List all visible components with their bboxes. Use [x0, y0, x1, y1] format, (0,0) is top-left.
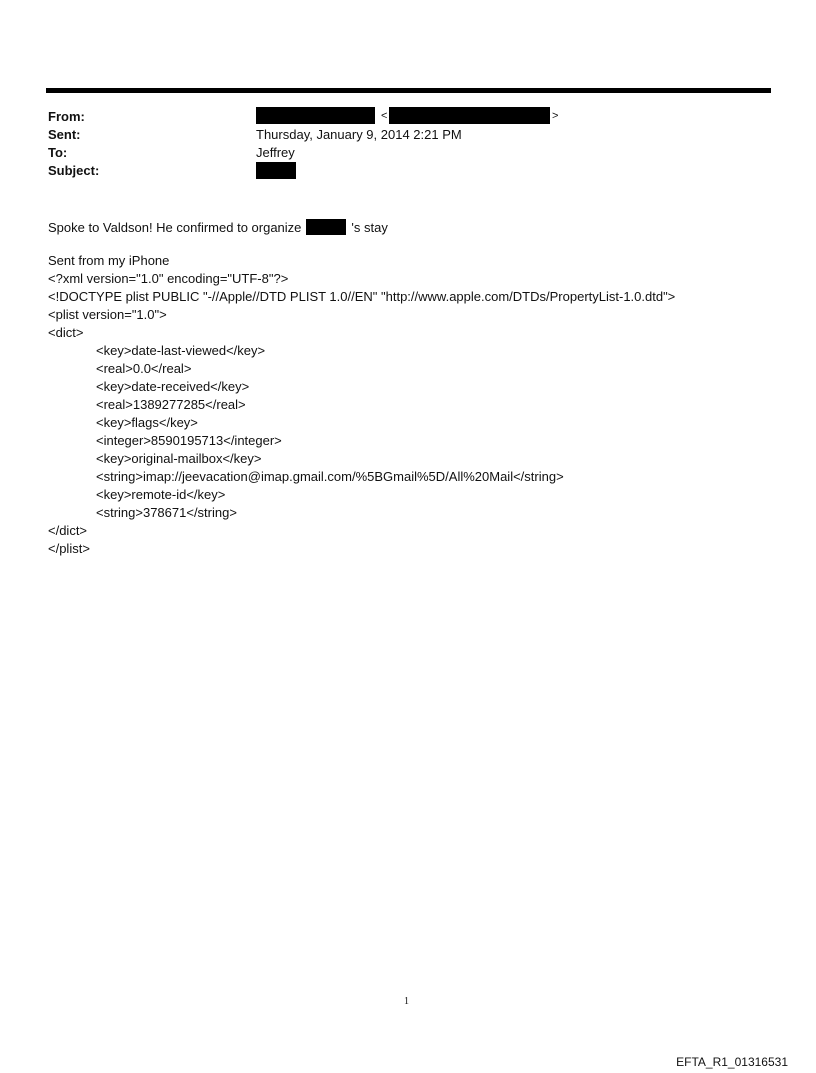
xml-line: <key>date-received</key>: [96, 379, 250, 394]
xml-line: <real>1389277285</real>: [96, 397, 246, 412]
message-text-after: 's stay: [351, 220, 388, 235]
message-text-before: Spoke to Valdson! He confirmed to organize: [48, 220, 302, 235]
to-value: Jeffrey: [256, 145, 295, 160]
subject-label: Subject:: [48, 163, 100, 178]
xml-line: <key>remote-id</key>: [96, 487, 226, 502]
xml-line: <!DOCTYPE plist PUBLIC "-//Apple//DTD PLIST 1.0//EN" "http://www.apple.com/DTDs/PropertyList-1.0.dtd">: [48, 289, 676, 304]
xml-line: <key>original-mailbox</key>: [96, 451, 262, 466]
xml-line: <key>date-last-viewed</key>: [96, 343, 266, 358]
redacted-subject: [256, 162, 296, 179]
signature: Sent from my iPhone: [48, 253, 170, 268]
message-line: [48, 216, 388, 237]
sent-label: Sent:: [48, 127, 81, 142]
sent-value: Thursday, January 9, 2014 2:21 PM: [256, 127, 462, 142]
xml-line: <plist version="1.0">: [48, 307, 167, 322]
xml-line: <dict>: [48, 325, 84, 340]
redacted-sender-name: [256, 107, 375, 124]
redacted-name: [306, 219, 346, 235]
document-id: EFTA_R1_01316531: [676, 1055, 788, 1069]
page-number: 1: [404, 996, 409, 1007]
xml-line: <string>imap://jeevacation@imap.gmail.com/%5BGmail%5D/All%20Mail</string>: [96, 469, 564, 484]
header-rule: [46, 88, 771, 93]
to-label: To:: [48, 145, 68, 160]
email-open-bracket: <: [381, 110, 388, 122]
xml-line: </dict>: [48, 523, 88, 538]
xml-line: <real>0.0</real>: [96, 361, 192, 376]
xml-line: <string>378671</string>: [96, 505, 237, 520]
from-label: From:: [48, 109, 85, 124]
redacted-sender-email: [389, 107, 550, 124]
email-close-bracket: >: [552, 110, 559, 122]
xml-line: <?xml version="1.0" encoding="UTF-8"?>: [48, 271, 289, 286]
xml-line: <integer>8590195713</integer>: [96, 433, 282, 448]
xml-line: <key>flags</key>: [96, 415, 198, 430]
xml-line: </plist>: [48, 541, 90, 556]
